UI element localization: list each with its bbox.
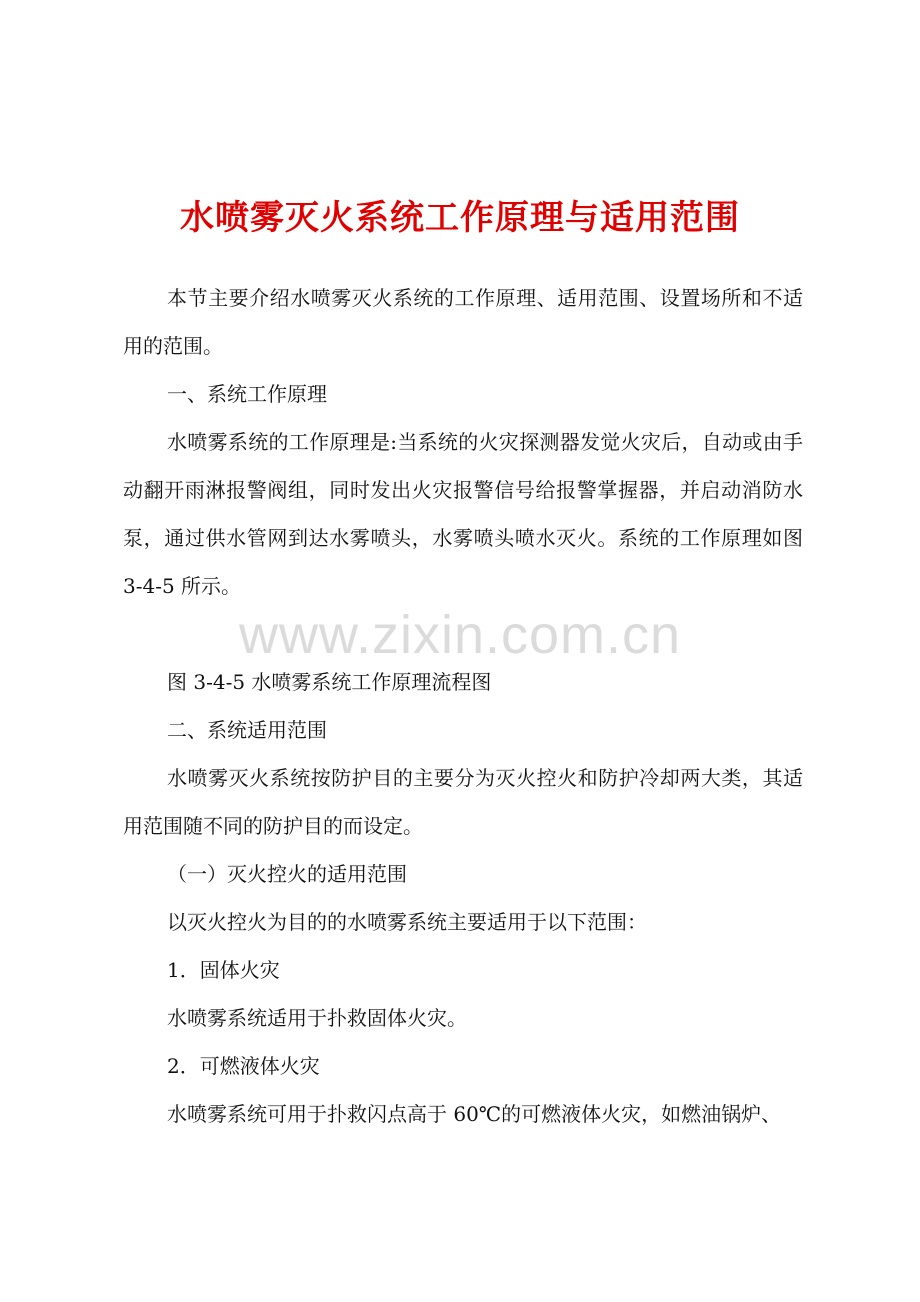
figure-space: [123, 610, 803, 658]
intro-paragraph: 本节主要介绍水喷雾灭火系统的工作原理、适用范围、设置场所和不适用的范围。: [123, 286, 803, 358]
document-title: 水喷雾灭火系统工作原理与适用范围: [180, 198, 740, 238]
section-heading-scope: 二、系统适用范围: [167, 718, 327, 742]
list-item-solid-fire-heading: 1．固体火灾: [167, 958, 280, 982]
liquid-fire-paragraph: 水喷雾系统可用于扑救闪点高于 60℃的可燃液体火灾，如燃油锅炉、: [167, 1102, 782, 1126]
fire-control-intro: 以灭火控火为目的的水喷雾系统主要适用于以下范围：: [167, 910, 647, 934]
working-principle-paragraph: 水喷雾系统的工作原理是:当系统的火灾探测器发觉火灾后，自动或由手动翻开雨淋报警阀组，同时发出火灾报警信号给报警掌握器，并启动消防水泵，通过供水管网到达水雾喷头，水雾喷头喷水灭火。系统的工作原理如图 3-4-5 所示。: [123, 430, 803, 598]
figure-caption: 图 3-4-5 水喷雾系统工作原理流程图: [167, 670, 492, 694]
subsection-heading-fire-control: （一）灭火控火的适用范围: [167, 862, 407, 886]
document-body: [123, 274, 803, 1138]
list-item-liquid-fire-heading: 2．可燃液体火灾: [167, 1054, 320, 1078]
scope-paragraph: 水喷雾灭火系统按防护目的主要分为灭火控火和防护冷却两大类，其适用范围随不同的防护目的而设定。: [123, 766, 803, 838]
section-heading-working-principle: 一、系统工作原理: [167, 382, 327, 406]
watermark-text: www.zixin.com.cn: [238, 605, 682, 665]
solid-fire-paragraph: 水喷雾系统适用于扑救固体火灾。: [167, 1006, 467, 1030]
